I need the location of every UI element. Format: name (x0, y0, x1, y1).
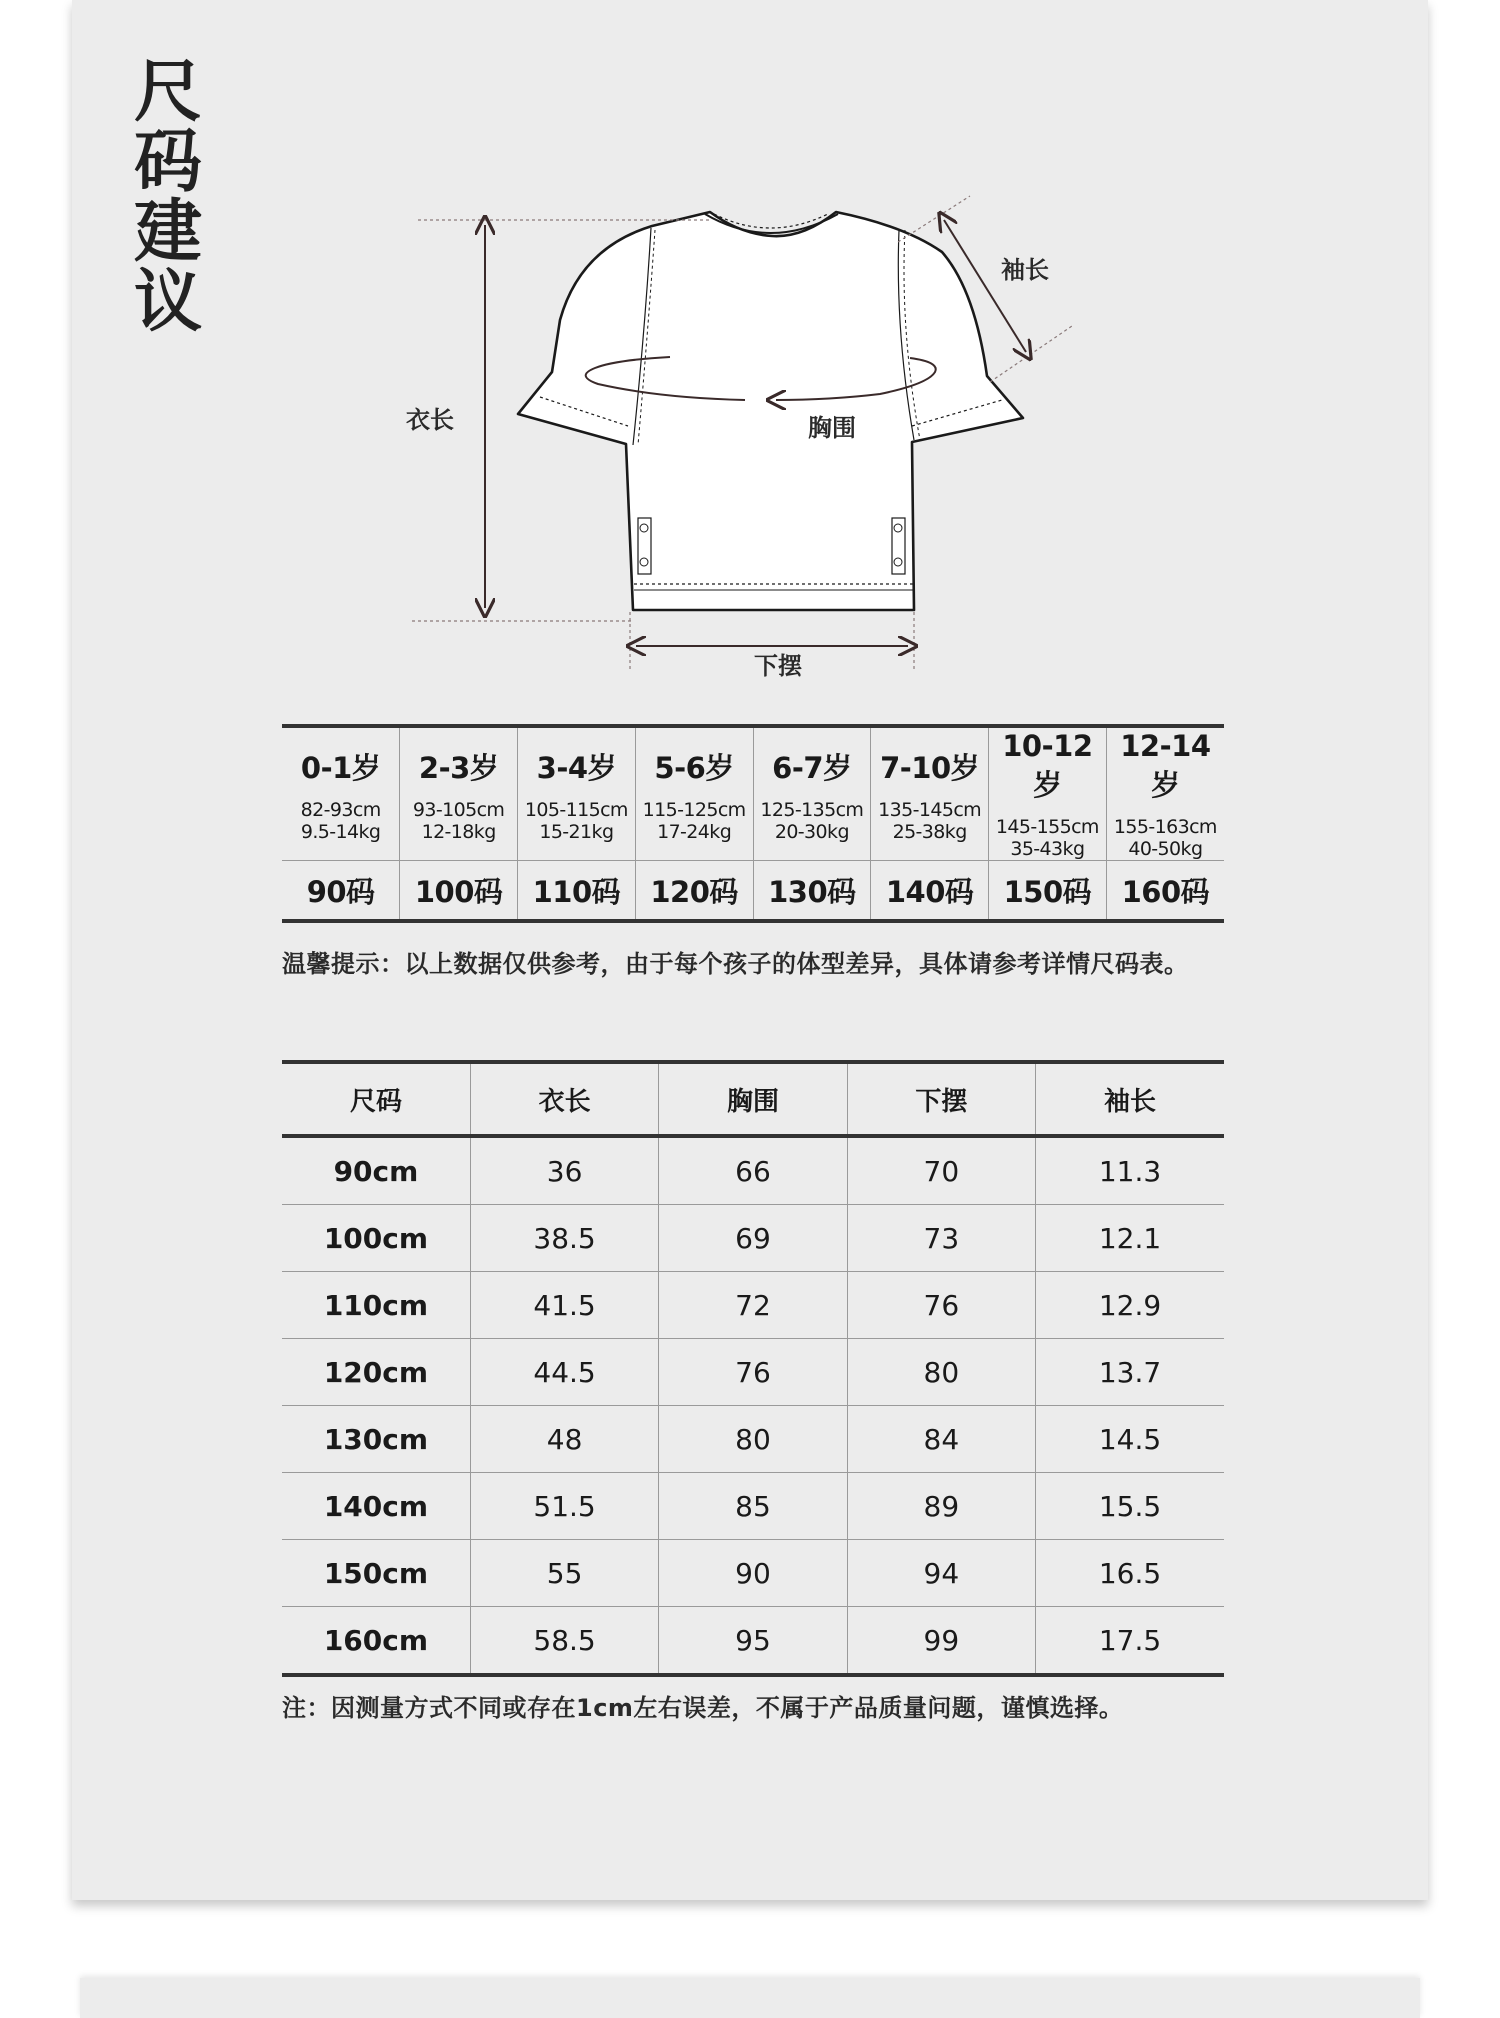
age-cell (753, 726, 871, 861)
chest-label: 胸围 (808, 414, 856, 442)
weight-range: 9.5-14kg (300, 820, 381, 843)
table-cell: 150cm (282, 1540, 470, 1607)
table-row (282, 1406, 1224, 1473)
table-cell: 85 (659, 1473, 847, 1540)
table-cell: 38.5 (470, 1205, 658, 1272)
code-cell (635, 861, 753, 922)
size-code: 100码 (414, 874, 503, 909)
size-code: 130码 (768, 874, 856, 909)
hem-label: 下摆 (754, 652, 802, 680)
table-cell: 16.5 (1036, 1540, 1224, 1607)
height-range: 93-105cm (412, 798, 505, 821)
sleeve-label: 袖长 (1001, 256, 1049, 284)
age-cell (635, 726, 753, 861)
height-range: 105-115cm (524, 798, 628, 821)
table-cell: 89 (847, 1473, 1035, 1540)
weight-range: 25-38kg (892, 820, 967, 843)
table-cell: 120cm (282, 1339, 470, 1406)
age-size-table (282, 724, 1224, 923)
table-cell: 140cm (282, 1473, 470, 1540)
weight-range: 12-18kg (421, 820, 496, 843)
table-cell: 90cm (282, 1136, 470, 1205)
disclaimer-note: 注：因测量方式不同或存在1cm左右误差，不属于产品质量问题，谨慎选择。 (282, 1694, 1124, 1722)
age-cell (400, 726, 518, 861)
next-card (80, 1978, 1420, 2018)
table-row (282, 1473, 1224, 1540)
age-label: 3-4岁 (536, 750, 617, 785)
table-cell: 95 (659, 1607, 847, 1676)
table-row (282, 1540, 1224, 1607)
table-cell: 44.5 (470, 1339, 658, 1406)
age-label: 7-10岁 (880, 750, 980, 785)
table-cell: 99 (847, 1607, 1035, 1676)
height-range: 135-145cm (878, 798, 982, 821)
weight-range: 17-24kg (657, 820, 732, 843)
code-cell (400, 861, 518, 922)
age-cell (1106, 726, 1224, 861)
table-cell: 69 (659, 1205, 847, 1272)
age-label: 12-14岁 (1120, 728, 1211, 802)
table-cell: 100cm (282, 1205, 470, 1272)
table-row (282, 1272, 1224, 1339)
table-cell: 94 (847, 1540, 1035, 1607)
size-code: 90码 (306, 874, 375, 909)
code-cell (1106, 861, 1224, 922)
weight-range: 20-30kg (774, 820, 849, 843)
title-char: 建 (133, 193, 202, 272)
column-header: 袖长 (1036, 1062, 1224, 1136)
age-cell (518, 726, 636, 861)
height-range: 155-163cm (1113, 815, 1217, 838)
table-cell: 110cm (282, 1272, 470, 1339)
column-header: 下摆 (847, 1062, 1035, 1136)
tshirt-icon (518, 212, 1023, 610)
size-code: 150码 (1003, 874, 1092, 909)
table-cell: 73 (847, 1205, 1035, 1272)
weight-range: 35-43kg (1010, 837, 1085, 860)
column-header: 尺码 (282, 1062, 470, 1136)
code-cell (518, 861, 636, 922)
title-char: 码 (133, 123, 202, 202)
table-cell: 130cm (282, 1406, 470, 1473)
table-cell: 76 (659, 1339, 847, 1406)
age-label: 0-1岁 (300, 750, 381, 785)
table-cell: 76 (847, 1272, 1035, 1339)
height-range: 82-93cm (300, 798, 381, 821)
title-char: 尺 (133, 53, 202, 132)
table-row (282, 1136, 1224, 1205)
height-range: 115-125cm (642, 798, 746, 821)
table-cell: 13.7 (1036, 1339, 1224, 1406)
code-cell (282, 861, 400, 922)
table-row (282, 1607, 1224, 1676)
table-cell: 90 (659, 1540, 847, 1607)
table-cell: 51.5 (470, 1473, 658, 1540)
title-char: 议 (133, 263, 202, 342)
length-label: 衣长 (406, 406, 454, 434)
table-cell: 84 (847, 1406, 1035, 1473)
height-range: 125-135cm (760, 798, 864, 821)
table-cell: 66 (659, 1136, 847, 1205)
table-cell: 160cm (323, 1623, 429, 1657)
table-cell: 17.5 (1036, 1607, 1224, 1676)
age-cell (871, 726, 989, 861)
table-cell: 12.1 (1036, 1205, 1224, 1272)
column-header: 衣长 (470, 1062, 658, 1136)
size-code: 160码 (1121, 874, 1210, 909)
age-label: 6-7岁 (772, 750, 852, 785)
code-row (282, 861, 1224, 922)
table-cell: 80 (659, 1406, 847, 1473)
table-cell: 11.3 (1036, 1136, 1224, 1205)
table-row (282, 1339, 1224, 1406)
age-cell (282, 726, 400, 861)
size-code: 110码 (532, 874, 621, 909)
tip-text: 温馨提示：以上数据仅供参考，由于每个孩子的体型差异，具体请参考详情尺码表。 (282, 950, 1189, 978)
size-code: 120码 (650, 874, 738, 909)
code-cell (871, 861, 989, 922)
weight-range: 40-50kg (1128, 837, 1203, 860)
table-cell: 41.5 (470, 1272, 658, 1339)
size-chart-table (282, 1060, 1224, 1677)
age-row (282, 726, 1224, 861)
tshirt-measurement-diagram (400, 190, 1100, 690)
table-cell: 48 (470, 1406, 658, 1473)
weight-range: 15-21kg (539, 820, 614, 843)
table-cell: 36 (470, 1136, 658, 1205)
age-label: 10-12岁 (1002, 728, 1093, 802)
table-cell: 72 (659, 1272, 847, 1339)
page-title (128, 53, 208, 342)
age-label: 2-3岁 (418, 750, 499, 785)
table-cell: 14.5 (1036, 1406, 1224, 1473)
table-row (282, 1205, 1224, 1272)
table-cell: 80 (847, 1339, 1035, 1406)
table-cell: 58.5 (470, 1607, 658, 1676)
table-cell: 12.9 (1036, 1272, 1224, 1339)
height-range: 145-155cm (995, 815, 1099, 838)
table-cell: 70 (847, 1136, 1035, 1205)
table-header-row (282, 1062, 1224, 1136)
code-cell (989, 861, 1107, 922)
age-label: 5-6岁 (654, 750, 734, 785)
table-cell: 15.5 (1036, 1473, 1224, 1540)
size-code: 140码 (885, 874, 974, 909)
age-cell (989, 726, 1107, 861)
table-cell: 55 (470, 1540, 658, 1607)
code-cell (753, 861, 871, 922)
column-header: 胸围 (659, 1062, 847, 1136)
